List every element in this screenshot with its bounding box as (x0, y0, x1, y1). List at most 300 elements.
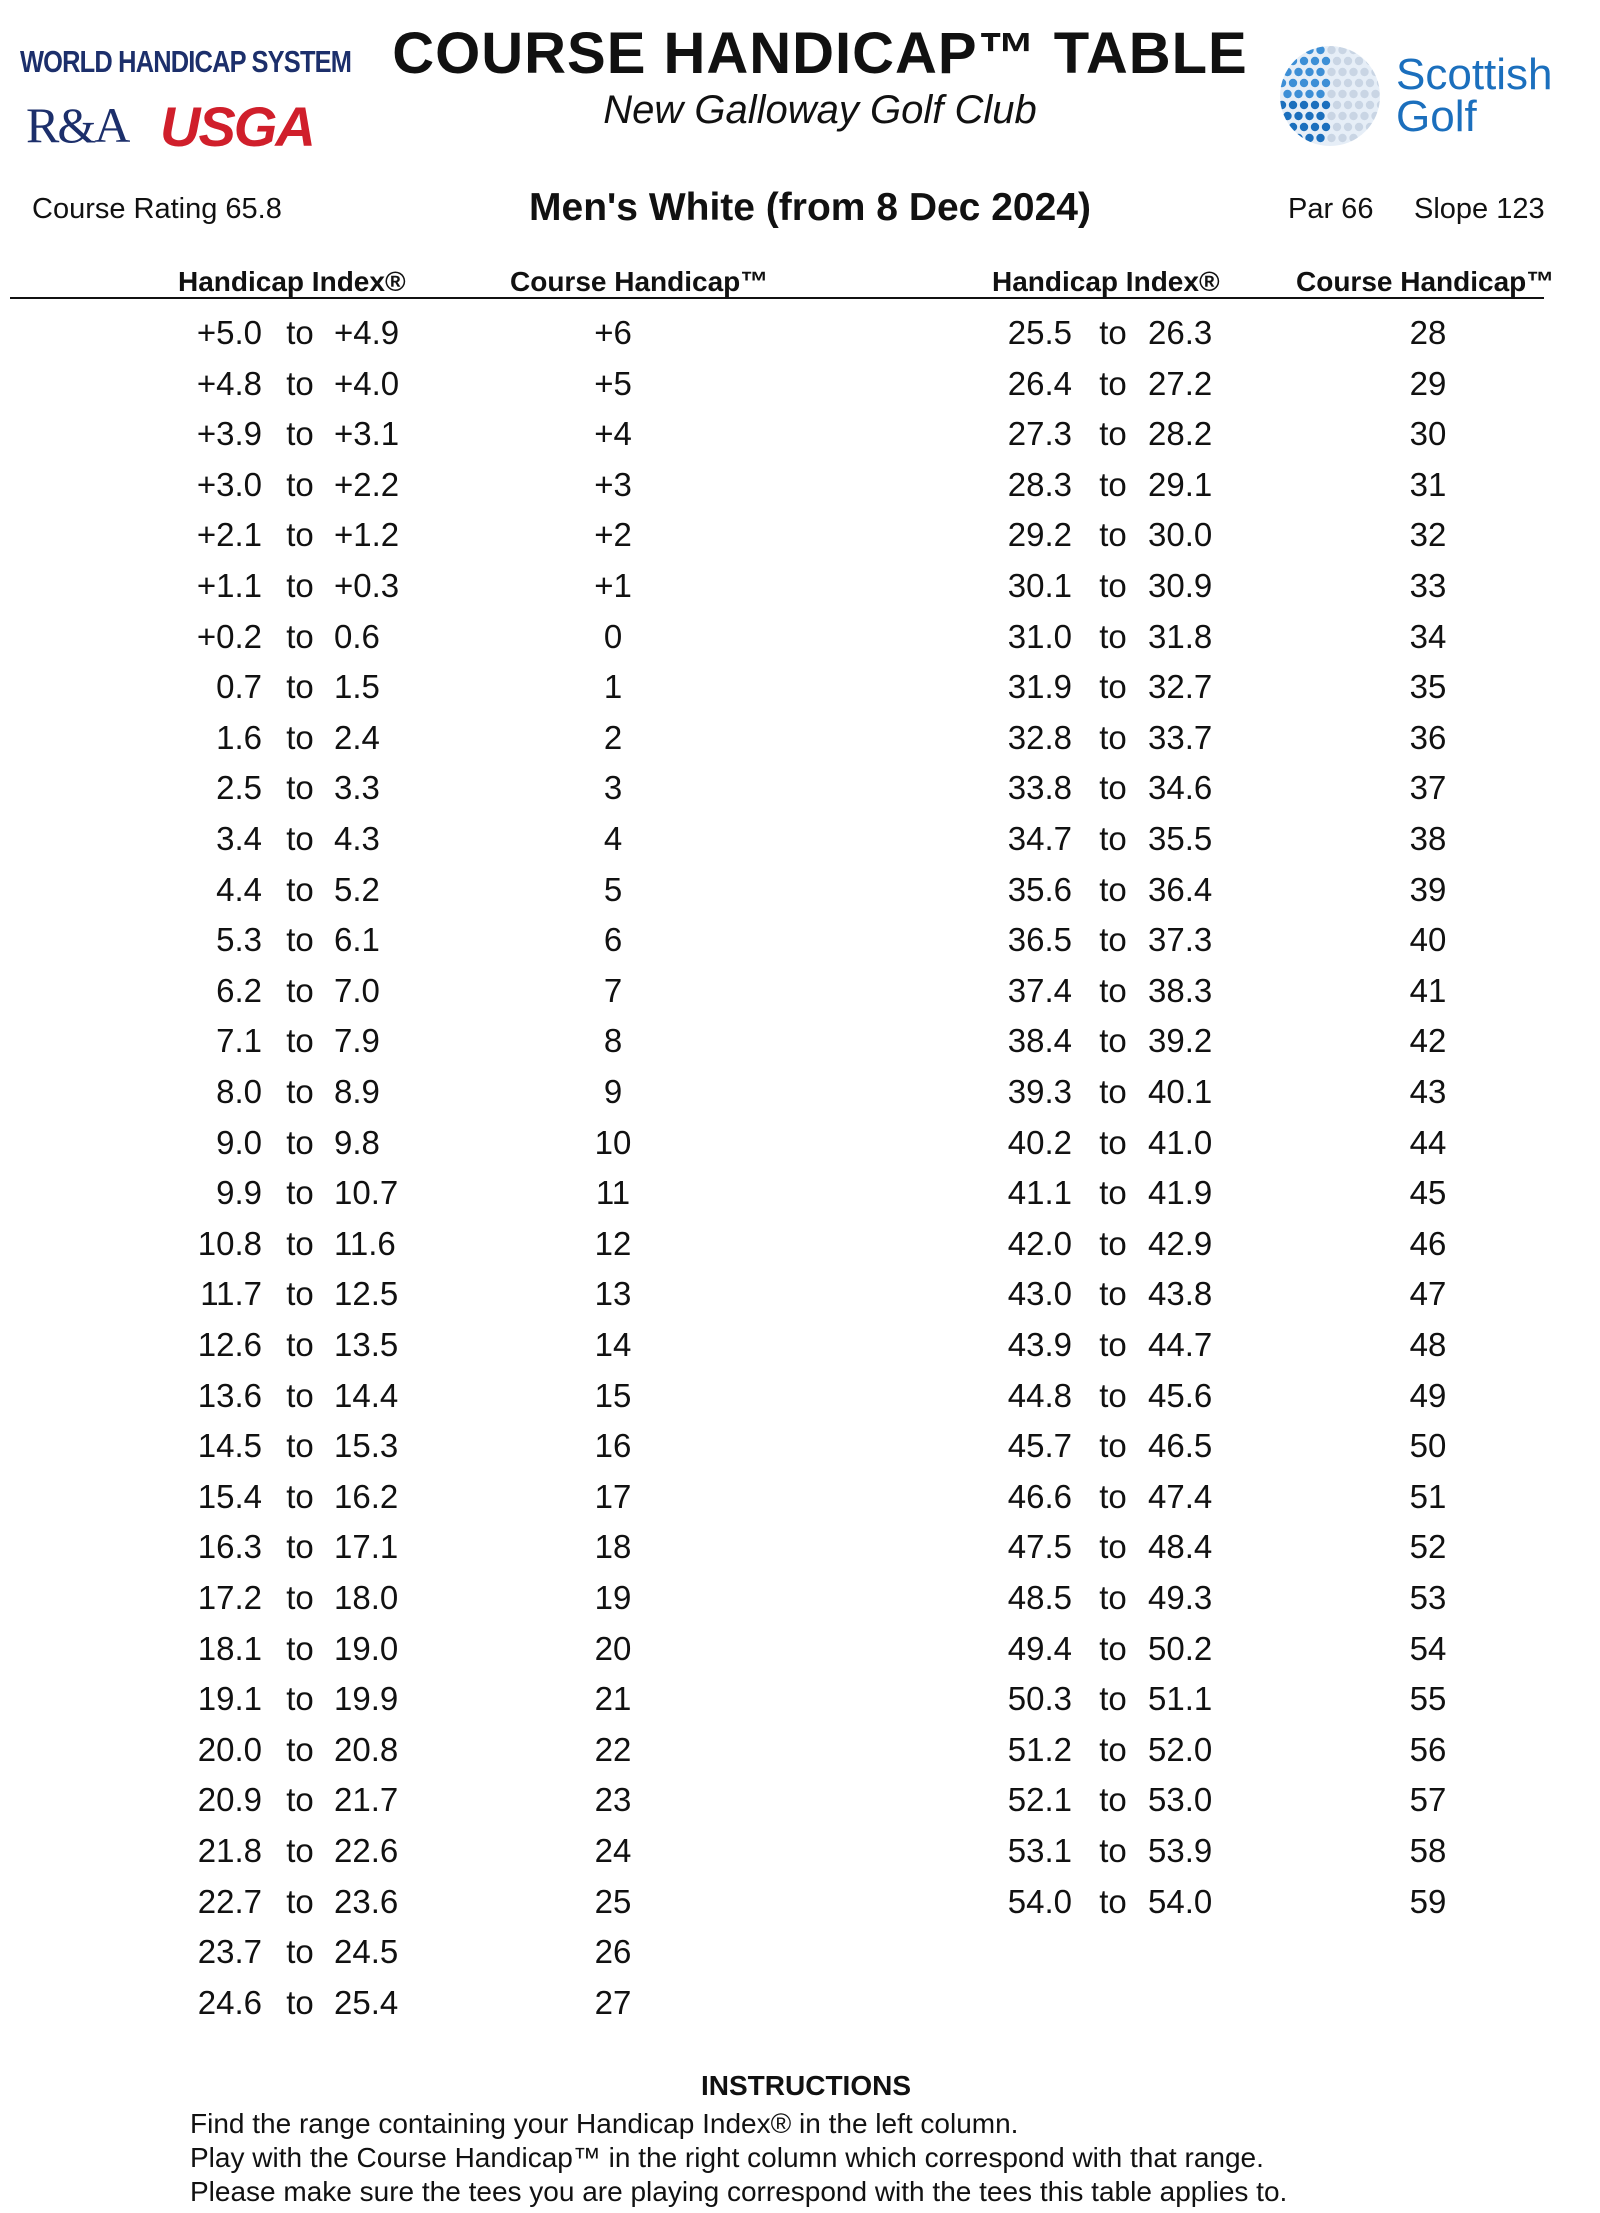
rna-logo: R&A (26, 97, 129, 153)
course-handicap-value: 31 (1409, 465, 1447, 503)
index-from: 15.4 (197, 1477, 262, 1515)
index-from: 3.4 (216, 820, 262, 857)
to-label: to (286, 1983, 314, 2021)
index-to: 34.6 (1148, 769, 1213, 807)
scottish-golf-line1: Scottish (1396, 50, 1553, 99)
to-label: to (1099, 1781, 1127, 1819)
index-from: 1.6 (216, 718, 262, 756)
index-to: 1.5 (334, 668, 380, 706)
index-to: 7.0 (334, 971, 380, 1009)
table-row (0, 1725, 1600, 1775)
index-to: 14.4 (334, 1376, 399, 1414)
course-handicap-value: 51 (1409, 1477, 1447, 1515)
course-handicap-value: 33 (1409, 567, 1447, 604)
table-row (0, 865, 1600, 915)
index-to: 24.5 (334, 1933, 399, 1971)
course-handicap-value: 13 (594, 1275, 632, 1313)
course-handicap-value: 47 (1409, 1275, 1447, 1313)
table-row (0, 662, 1600, 712)
table-row (0, 1927, 1600, 1977)
course-handicap-value: 4 (603, 820, 623, 857)
index-to: 19.0 (334, 1629, 399, 1667)
index-from: +2.1 (196, 516, 262, 554)
table-row (0, 1016, 1600, 1066)
course-handicap-value: 35 (1409, 668, 1447, 706)
index-from: 37.4 (1007, 971, 1072, 1009)
course-handicap-value: 12 (594, 1224, 632, 1262)
index-from: 34.7 (1007, 820, 1072, 857)
index-from: 20.9 (197, 1781, 262, 1819)
course-handicap-value: 1 (603, 668, 623, 706)
course-handicap-value: 55 (1409, 1680, 1447, 1718)
index-from: 10.8 (197, 1224, 262, 1262)
to-label: to (1099, 820, 1127, 857)
index-from: 54.0 (1007, 1882, 1072, 1920)
table-row (0, 1168, 1600, 1218)
index-from: 8.0 (216, 1073, 262, 1110)
index-to: 8.9 (334, 1073, 380, 1110)
index-to: 30.9 (1148, 567, 1213, 604)
course-handicap-value: 50 (1409, 1427, 1447, 1465)
to-label: to (286, 1022, 314, 1060)
index-from: 17.2 (197, 1579, 262, 1616)
index-to: 23.6 (334, 1882, 399, 1920)
index-from: 36.5 (1007, 921, 1072, 959)
index-to: 49.3 (1148, 1579, 1213, 1616)
to-label: to (286, 718, 314, 756)
course-handicap-value: 38 (1409, 820, 1447, 857)
table-row (0, 1320, 1600, 1370)
index-to: 7.9 (334, 1022, 380, 1060)
index-from: 50.3 (1007, 1680, 1072, 1718)
index-from: 48.5 (1007, 1579, 1072, 1616)
index-to: 39.2 (1148, 1022, 1213, 1060)
table-row (0, 308, 1600, 358)
table-row (0, 561, 1600, 611)
table-row (0, 1219, 1600, 1269)
course-handicap-value: 7 (603, 971, 623, 1009)
index-to: 29.1 (1148, 465, 1213, 503)
table-row (0, 1573, 1600, 1623)
index-to: 35.5 (1148, 820, 1213, 857)
course-handicap-value: 23 (594, 1781, 632, 1819)
index-from: 46.6 (1007, 1477, 1072, 1515)
index-from: 31.9 (1007, 668, 1072, 706)
table-row (0, 1775, 1600, 1825)
index-from: 21.8 (197, 1832, 262, 1869)
course-handicap-value: 14 (594, 1326, 632, 1363)
table-row (0, 1472, 1600, 1522)
index-to: 52.0 (1148, 1730, 1213, 1768)
index-from: 47.5 (1007, 1528, 1072, 1566)
index-from: 18.1 (197, 1629, 262, 1667)
index-to: 45.6 (1148, 1376, 1213, 1414)
index-from: 0.7 (216, 668, 262, 706)
index-to: 6.1 (334, 921, 380, 959)
course-handicap-value: +4 (594, 415, 632, 453)
index-to: 53.0 (1148, 1781, 1213, 1819)
course-handicap-value: 53 (1409, 1579, 1447, 1616)
index-from: 30.1 (1007, 567, 1072, 604)
to-label: to (286, 1376, 314, 1414)
to-label: to (286, 415, 314, 453)
index-to: 54.0 (1148, 1882, 1213, 1920)
index-from: 9.0 (216, 1123, 262, 1161)
index-from: 20.0 (197, 1730, 262, 1768)
course-handicap-value: 2 (603, 718, 623, 756)
table-row (0, 1118, 1600, 1168)
index-from: 45.7 (1007, 1427, 1072, 1465)
table-row (0, 1826, 1600, 1876)
table-row (0, 1371, 1600, 1421)
index-to: 38.3 (1148, 971, 1213, 1009)
to-label: to (286, 820, 314, 857)
index-to: 44.7 (1148, 1326, 1213, 1363)
to-label: to (1099, 465, 1127, 503)
course-handicap-value: 56 (1409, 1730, 1447, 1768)
index-from: 53.1 (1007, 1832, 1072, 1869)
index-from: 43.0 (1007, 1275, 1072, 1313)
course-handicap-value: 3 (603, 769, 623, 807)
table-row (0, 460, 1600, 510)
course-handicap-value: 19 (594, 1579, 632, 1616)
course-handicap-value: 17 (594, 1477, 632, 1515)
index-from: 52.1 (1007, 1781, 1072, 1819)
index-from: 2.5 (216, 769, 262, 807)
to-label: to (1099, 1275, 1127, 1313)
course-handicap-value: 15 (594, 1376, 632, 1414)
course-handicap-value: 26 (594, 1933, 632, 1971)
to-label: to (1099, 1022, 1127, 1060)
index-to: 51.1 (1148, 1680, 1213, 1718)
to-label: to (286, 1073, 314, 1110)
par: Par 66 (1288, 193, 1374, 225)
to-label: to (286, 1933, 314, 1971)
index-from: 44.8 (1007, 1376, 1072, 1414)
index-to: +4.0 (334, 364, 400, 402)
course-handicap-value: 32 (1409, 516, 1447, 554)
index-to: 41.9 (1148, 1174, 1213, 1212)
index-from: 42.0 (1007, 1224, 1072, 1262)
page-title: COURSE HANDICAP™ TABLE (392, 21, 1248, 86)
course-handicap-value: 22 (594, 1730, 632, 1768)
index-from: 19.1 (197, 1680, 262, 1718)
table-row (0, 966, 1600, 1016)
index-from: 26.4 (1007, 364, 1072, 402)
instruction-line: Find the range containing your Handicap Index® in the left column. (190, 2108, 1019, 2139)
table-row (0, 359, 1600, 409)
to-label: to (1099, 1326, 1127, 1363)
to-label: to (286, 617, 314, 655)
to-label: to (1099, 1073, 1127, 1110)
scottish-golf-line2: Golf (1396, 92, 1477, 141)
table-row (0, 1269, 1600, 1319)
to-label: to (1099, 1579, 1127, 1616)
course-handicap-value: 10 (594, 1123, 632, 1161)
index-from: +0.2 (196, 617, 262, 655)
table-row (0, 409, 1600, 459)
index-to: 9.8 (334, 1123, 380, 1161)
index-from: 49.4 (1007, 1629, 1072, 1667)
to-label: to (286, 769, 314, 807)
index-from: 16.3 (197, 1528, 262, 1566)
table-row (0, 1978, 1600, 2028)
index-to: 50.2 (1148, 1629, 1213, 1667)
to-label: to (1099, 1123, 1127, 1161)
to-label: to (1099, 516, 1127, 554)
index-from: 9.9 (216, 1174, 262, 1212)
index-to: 19.9 (334, 1680, 399, 1718)
to-label: to (286, 921, 314, 959)
index-from: 41.1 (1007, 1174, 1072, 1212)
index-from: +4.8 (196, 364, 262, 402)
to-label: to (1099, 1680, 1127, 1718)
right-handicap-index-header: Handicap Index® (992, 266, 1220, 297)
course-handicap-value: 28 (1409, 314, 1447, 351)
table-row (0, 1421, 1600, 1471)
index-from: +3.9 (196, 415, 262, 453)
index-to: +0.3 (334, 567, 400, 604)
to-label: to (286, 1882, 314, 1920)
table-row (0, 1674, 1600, 1724)
course-handicap-value: 18 (594, 1528, 632, 1566)
index-from: 29.2 (1007, 516, 1072, 554)
to-label: to (286, 1781, 314, 1819)
index-to: 10.7 (334, 1174, 399, 1212)
course-handicap-value: 30 (1409, 415, 1447, 453)
course-handicap-value: 59 (1409, 1882, 1447, 1920)
course-handicap-value: 44 (1409, 1123, 1447, 1161)
left-course-handicap-header: Course Handicap™ (510, 266, 769, 297)
index-from: 5.3 (216, 921, 262, 959)
index-to: 48.4 (1148, 1528, 1213, 1566)
index-from: 14.5 (197, 1427, 262, 1465)
index-from: 43.9 (1007, 1326, 1072, 1363)
course-handicap-value: 39 (1409, 870, 1447, 908)
index-to: +2.2 (334, 465, 400, 503)
to-label: to (1099, 1174, 1127, 1212)
index-from: 35.6 (1007, 870, 1072, 908)
index-to: 4.3 (334, 820, 380, 857)
course-handicap-value: 52 (1409, 1528, 1447, 1566)
index-to: 20.8 (334, 1730, 399, 1768)
index-to: 22.6 (334, 1832, 399, 1869)
to-label: to (286, 870, 314, 908)
to-label: to (286, 971, 314, 1009)
index-from: 13.6 (197, 1376, 262, 1414)
index-to: 28.2 (1148, 415, 1213, 453)
to-label: to (1099, 921, 1127, 959)
instruction-line: Please make sure the tees you are playing correspond with the tees this table applies to. (190, 2176, 1288, 2207)
to-label: to (1099, 718, 1127, 756)
index-from: 39.3 (1007, 1073, 1072, 1110)
index-to: 47.4 (1148, 1477, 1213, 1515)
course-handicap-value: 5 (603, 870, 623, 908)
course-handicap-value: 54 (1409, 1629, 1447, 1667)
index-to: 12.5 (334, 1275, 399, 1313)
to-label: to (286, 1528, 314, 1566)
index-to: 18.0 (334, 1579, 399, 1616)
to-label: to (286, 1427, 314, 1465)
index-from: +5.0 (196, 314, 262, 351)
to-label: to (286, 1477, 314, 1515)
to-label: to (1099, 567, 1127, 604)
index-to: +1.2 (334, 516, 400, 554)
course-handicap-value: 0 (603, 617, 623, 655)
to-label: to (1099, 617, 1127, 655)
index-from: 32.8 (1007, 718, 1072, 756)
right-course-handicap-header: Course Handicap™ (1296, 266, 1555, 297)
to-label: to (1099, 1224, 1127, 1262)
index-to: 15.3 (334, 1427, 399, 1465)
course-rating: Course Rating 65.8 (32, 193, 282, 225)
course-handicap-value: 37 (1409, 769, 1447, 807)
course-handicap-value: 6 (603, 921, 623, 959)
to-label: to (1099, 769, 1127, 807)
index-to: +4.9 (334, 314, 400, 351)
to-label: to (1099, 1376, 1127, 1414)
to-label: to (1099, 1427, 1127, 1465)
course-handicap-value: 41 (1409, 971, 1447, 1009)
course-handicap-value: 29 (1409, 364, 1447, 402)
course-handicap-value: +6 (594, 314, 632, 351)
to-label: to (286, 1174, 314, 1212)
to-label: to (286, 1730, 314, 1768)
course-handicap-value: 11 (595, 1174, 631, 1212)
course-handicap-value: +3 (594, 465, 632, 503)
table-row (0, 814, 1600, 864)
index-to: 5.2 (334, 870, 380, 908)
index-to: 25.4 (334, 1983, 399, 2021)
slope: Slope 123 (1414, 193, 1545, 225)
table-row (0, 612, 1600, 662)
instruction-line: Play with the Course Handicap™ in the right column which correspond with that range. (190, 2142, 1264, 2173)
course-handicap-value: 9 (603, 1073, 623, 1110)
to-label: to (1099, 1528, 1127, 1566)
table-row (0, 763, 1600, 813)
index-to: 11.6 (334, 1224, 396, 1262)
index-to: 37.3 (1148, 921, 1213, 959)
index-to: 26.3 (1148, 314, 1213, 351)
course-handicap-value: 21 (594, 1680, 632, 1718)
index-to: 46.5 (1148, 1427, 1213, 1465)
index-from: 22.7 (197, 1882, 262, 1920)
index-to: 3.3 (334, 769, 380, 807)
course-handicap-value: 43 (1409, 1073, 1447, 1110)
to-label: to (286, 516, 314, 554)
to-label: to (1099, 1477, 1127, 1515)
course-handicap-value: 16 (594, 1427, 632, 1465)
index-to: 2.4 (334, 718, 380, 756)
to-label: to (286, 465, 314, 503)
course-handicap-value: 46 (1409, 1224, 1447, 1262)
to-label: to (1099, 870, 1127, 908)
course-handicap-value: 8 (603, 1022, 623, 1060)
table-row (0, 713, 1600, 763)
index-from: +1.1 (196, 567, 262, 604)
index-to: +3.1 (334, 415, 400, 453)
to-label: to (1099, 314, 1127, 351)
course-handicap-value: 40 (1409, 921, 1447, 959)
course-handicap-value: 34 (1409, 617, 1447, 655)
usga-logo: USGA (160, 95, 314, 158)
to-label: to (1099, 971, 1127, 1009)
course-handicap-value: +1 (594, 567, 632, 604)
index-to: 42.9 (1148, 1224, 1213, 1262)
index-from: 51.2 (1007, 1730, 1072, 1768)
index-to: 43.8 (1148, 1275, 1213, 1313)
course-handicap-value: 36 (1409, 718, 1447, 756)
header-rule (10, 297, 1544, 299)
course-handicap-value: 48 (1409, 1326, 1447, 1363)
index-from: 38.4 (1007, 1022, 1072, 1060)
index-to: 41.0 (1148, 1123, 1213, 1161)
course-handicap-value: 20 (594, 1629, 632, 1667)
to-label: to (286, 1224, 314, 1262)
to-label: to (286, 567, 314, 604)
to-label: to (1099, 1832, 1127, 1869)
course-handicap-value: 25 (594, 1882, 632, 1920)
to-label: to (1099, 415, 1127, 453)
index-to: 40.1 (1148, 1073, 1213, 1110)
club-name: New Galloway Golf Club (603, 88, 1037, 132)
to-label: to (286, 314, 314, 351)
index-to: 13.5 (334, 1326, 399, 1363)
to-label: to (286, 364, 314, 402)
course-handicap-value: 45 (1409, 1174, 1447, 1212)
index-to: 32.7 (1148, 668, 1213, 706)
index-to: 17.1 (334, 1528, 399, 1566)
index-to: 16.2 (334, 1477, 399, 1515)
index-to: 30.0 (1148, 516, 1213, 554)
to-label: to (1099, 1730, 1127, 1768)
to-label: to (286, 1326, 314, 1363)
index-from: 4.4 (216, 870, 262, 908)
course-handicap-value: 49 (1409, 1376, 1447, 1414)
to-label: to (1099, 1882, 1127, 1920)
course-handicap-value: 58 (1409, 1832, 1447, 1869)
to-label: to (1099, 364, 1127, 402)
left-handicap-index-header: Handicap Index® (178, 266, 406, 297)
to-label: to (286, 1123, 314, 1161)
table-row (0, 1877, 1600, 1927)
course-handicap-value: 42 (1409, 1022, 1447, 1060)
index-to: 36.4 (1148, 870, 1213, 908)
index-from: 28.3 (1007, 465, 1072, 503)
index-to: 31.8 (1148, 617, 1213, 655)
instructions-title: INSTRUCTIONS (701, 2070, 911, 2101)
index-from: 24.6 (197, 1983, 262, 2021)
golf-ball-icon (1278, 44, 1382, 148)
course-handicap-value: +2 (594, 516, 632, 554)
index-from: 23.7 (197, 1933, 262, 1971)
table-row (0, 915, 1600, 965)
to-label: to (1099, 668, 1127, 706)
to-label: to (286, 1275, 314, 1313)
tee-title: Men's White (from 8 Dec 2024) (529, 186, 1091, 229)
index-from: 31.0 (1007, 617, 1072, 655)
index-from: +3.0 (196, 465, 262, 503)
table-row (0, 1624, 1600, 1674)
whs-logo: WORLD HANDICAP SYSTEM (20, 44, 352, 79)
index-from: 27.3 (1007, 415, 1072, 453)
index-to: 0.6 (334, 617, 380, 655)
to-label: to (286, 1629, 314, 1667)
index-from: 11.7 (200, 1275, 262, 1313)
index-to: 53.9 (1148, 1832, 1213, 1869)
index-from: 7.1 (216, 1022, 262, 1060)
to-label: to (286, 1832, 314, 1869)
